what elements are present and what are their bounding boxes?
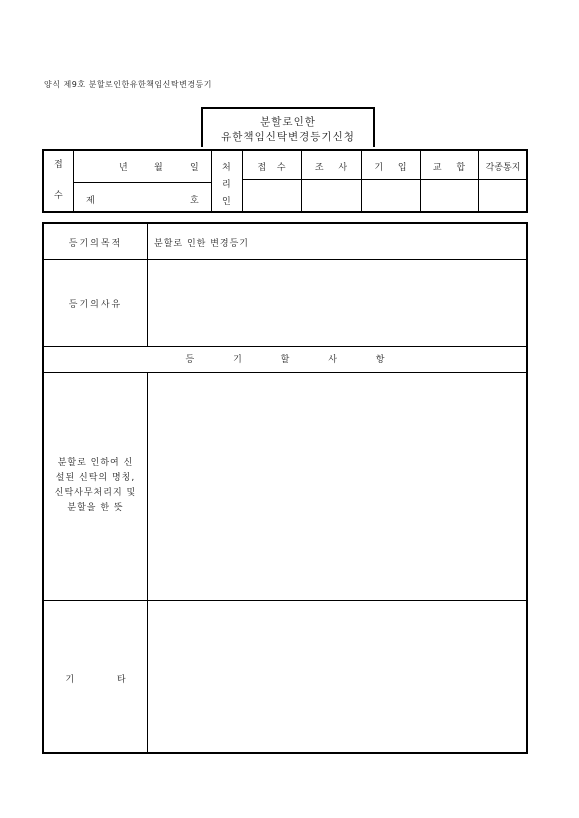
receipt-day-label: 일 [190, 163, 199, 173]
title-line-2: 유한책임신탁변경등기신청 [221, 131, 355, 143]
other-field[interactable] [148, 601, 526, 752]
purpose-label: 등기의목적 [68, 239, 123, 249]
cheori-label-3: 인 [222, 197, 231, 207]
receipt-ho-label: 호 [190, 196, 199, 206]
receipt-year-label: 년 [119, 163, 128, 173]
split-label [44, 456, 147, 516]
cause-field[interactable] [148, 260, 526, 346]
split-field[interactable] [148, 373, 526, 600]
other-label: 기 타 [65, 675, 126, 685]
split-label-line-1: 분할로 인하여 신 [57, 458, 134, 468]
split-label-line-3: 신탁사무처리지 및 [54, 488, 137, 498]
receipt-jeop-label: 접 [54, 160, 63, 170]
header-josa: 조 사 [314, 163, 348, 173]
receipt-table [42, 149, 528, 213]
receipt-je-label: 제 [86, 196, 95, 206]
receipt-month-label: 월 [154, 163, 163, 173]
cheori-label-1: 처 [222, 163, 231, 173]
header-giip: 기 입 [374, 163, 407, 173]
header-gyohap: 교 합 [432, 163, 466, 173]
form-number-label: 양식 제9호 분할로인한유한책임신탁변경등기 [44, 80, 213, 89]
receipt-su-label: 수 [54, 191, 63, 201]
form-title [201, 107, 375, 147]
header-notice: 각종통지 [485, 163, 521, 173]
split-label-line-4: 분할을 한 뜻 [67, 503, 124, 513]
title-line-1: 분할로인한 [260, 116, 316, 128]
cheori-label-2: 리 [222, 180, 231, 190]
purpose-value[interactable]: 분할로 인한 변경등기 [154, 239, 249, 249]
items-header: 등 기 할 사 항 [185, 355, 385, 365]
cause-label: 등기의사유 [68, 300, 123, 310]
application-table [42, 222, 528, 754]
header-jeopsu: 접 수 [257, 163, 286, 173]
split-label-line-2: 설된 신탁의 명칭, [55, 473, 136, 483]
